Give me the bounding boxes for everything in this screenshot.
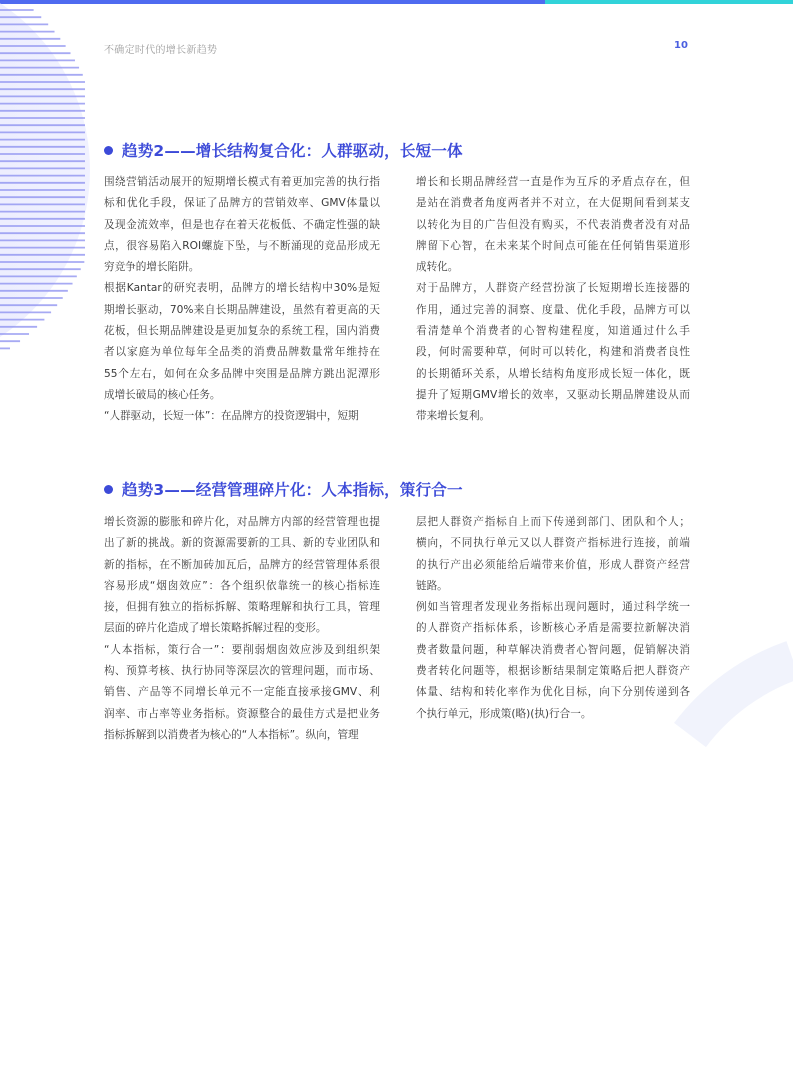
text-line: 横向，不同执行单元又以人群资产指标进行连接，前端: [416, 537, 690, 550]
text-line: 者以家庭为单位每年全品类的消费品牌数量常年维持在: [104, 346, 380, 359]
text-line: 费者转化问题等，根据诊断结果制定策略后把人群资产: [416, 665, 690, 678]
text-line: “人群驱动，长短一体”：在品牌方的投资逻辑中，短期: [104, 410, 359, 423]
top-bar-blue-segment: [0, 0, 545, 4]
text-line: 牌留下心智，在未来某个时间点可能在任何销售渠道形: [416, 239, 690, 252]
text-line: 体量、结构和转化率作为优化目标，向下分别传递到各: [416, 686, 690, 699]
trend3-heading-text: 趋势3——经营管理碎片化：人本指标，策行合一: [122, 481, 463, 499]
trend2-right-column: [416, 172, 690, 428]
heading-bullet-icon: [104, 485, 113, 494]
text-line: 的长期循环关系，从增长结构角度形成长短一体化，既: [416, 367, 690, 380]
text-line: 点，很容易陷入ROI螺旋下坠，与不断涌现的竞品形成无: [104, 239, 380, 252]
trend2-heading: [104, 139, 463, 161]
text-line: 润率、市占率等业务指标。资源整合的最佳方式是把业务: [104, 707, 380, 720]
text-line: 花板，但长期品牌建设是更加复杂的系统工程，国内消费: [104, 325, 380, 338]
right-faint-arc: [690, 660, 793, 735]
text-line: 指标拆解到以消费者为核心的“人本指标”。纵向，管理: [104, 728, 359, 741]
text-line: 看清楚单个消费者的心智构建程度，知道通过什么手: [416, 325, 690, 338]
text-line: 链路。: [416, 579, 448, 592]
text-line: 期增长驱动，70%来自长期品牌建设，虽然有着更高的天: [104, 303, 380, 316]
text-line: 及现金流效率，但是也存在着天花板低、不确定性强的缺: [104, 218, 380, 231]
text-line: 出了新的挑战。新的资源需要新的工具、新的专业团队和: [104, 537, 380, 550]
text-line: 以转化为目的广告但没有购买，不代表消费者没有对品: [416, 218, 690, 231]
top-accent-bar: [0, 0, 793, 4]
text-line: 作用，通过完善的洞察、度量、优化手段，品牌方可以: [416, 303, 690, 316]
text-line: 费者数量问题，种草解决消费者心智问题，促销解决消: [416, 643, 690, 656]
text-line: 的执行产出必须能给后端带来价值，形成人群资产经营: [416, 558, 690, 571]
text-line: 55个左右，如何在众多品牌中突围是品牌方跳出泥潭形: [104, 367, 380, 380]
text-line: 接，但拥有独立的指标拆解、策略理解和执行工具，管理: [104, 601, 380, 614]
text-line: 新的指标，在不断加砖加瓦后，品牌方的经营管理体系很: [104, 558, 380, 571]
text-line: 带来增长复利。: [416, 410, 491, 423]
page-number: 10: [674, 40, 688, 51]
text-line: 增长和长期品牌经营一直是作为互斥的矛盾点存在，但: [416, 176, 690, 188]
top-bar-cyan-segment: [545, 0, 793, 4]
running-header-title: 不确定时代的增长新趋势: [104, 45, 218, 56]
heading-bullet-icon: [104, 146, 113, 155]
text-line: 销售、产品等不同增长单元不一定能直接承接GMV、利: [104, 686, 380, 699]
trend3-heading: [104, 478, 463, 500]
text-line: “人本指标，策行合一”：要削弱烟囱效应涉及到组织架: [104, 643, 380, 656]
text-line: 根据Kantar的研究表明，品牌方的增长结构中30%是短: [104, 282, 380, 295]
text-line: 容易形成“烟囱效应”：各个组织依靠统一的核心指标连: [104, 579, 380, 592]
text-line: 构、预算考核、执行协同等深层次的管理问题，而市场、: [104, 665, 380, 678]
text-line: 提升了短期GMV增长的效率，又驱动长期品牌建设从而: [416, 388, 690, 401]
text-line: 成转化。: [416, 261, 459, 274]
text-line: 成增长破局的核心任务。: [104, 388, 221, 401]
text-line: 增长资源的膨胀和碎片化，对品牌方内部的经营管理也提: [104, 516, 380, 528]
trend2-left-column: [104, 172, 380, 428]
text-line: 的人群资产指标体系，诊断核心矛盾是需要拉新解决消: [416, 622, 690, 635]
text-line: 层把人群资产指标自上而下传递到部门、团队和个人；: [416, 516, 690, 528]
text-line: 是站在消费者角度两者并不对立，在大促期间看到某支: [416, 197, 690, 210]
trend3-left-column: [104, 512, 380, 746]
text-line: 穷竞争的增长陷阱。: [104, 261, 200, 274]
trend2-heading-text: 趋势2——增长结构复合化：人群驱动，长短一体: [122, 142, 463, 160]
text-line: 层面的碎片化造成了增长策略拆解过程的变形。: [104, 622, 327, 635]
text-line: 个执行单元，形成策(略)(执)行合一。: [416, 707, 592, 720]
text-line: 段，何时需要种草，何时可以转化，构建和消费者良性: [416, 346, 690, 359]
trend3-right-column: [416, 512, 690, 725]
text-line: 例如当管理者发现业务指标出现问题时，通过科学统一: [416, 601, 690, 614]
left-pale-circle: [0, 0, 90, 370]
text-line: 对于品牌方，人群资产经营扮演了长短期增长连接器的: [416, 282, 690, 295]
text-line: 围绕营销活动展开的短期增长模式有着更加完善的执行指: [104, 176, 380, 188]
text-line: 标和优化手段，保证了品牌方的营销效率、GMV体量以: [104, 197, 380, 210]
